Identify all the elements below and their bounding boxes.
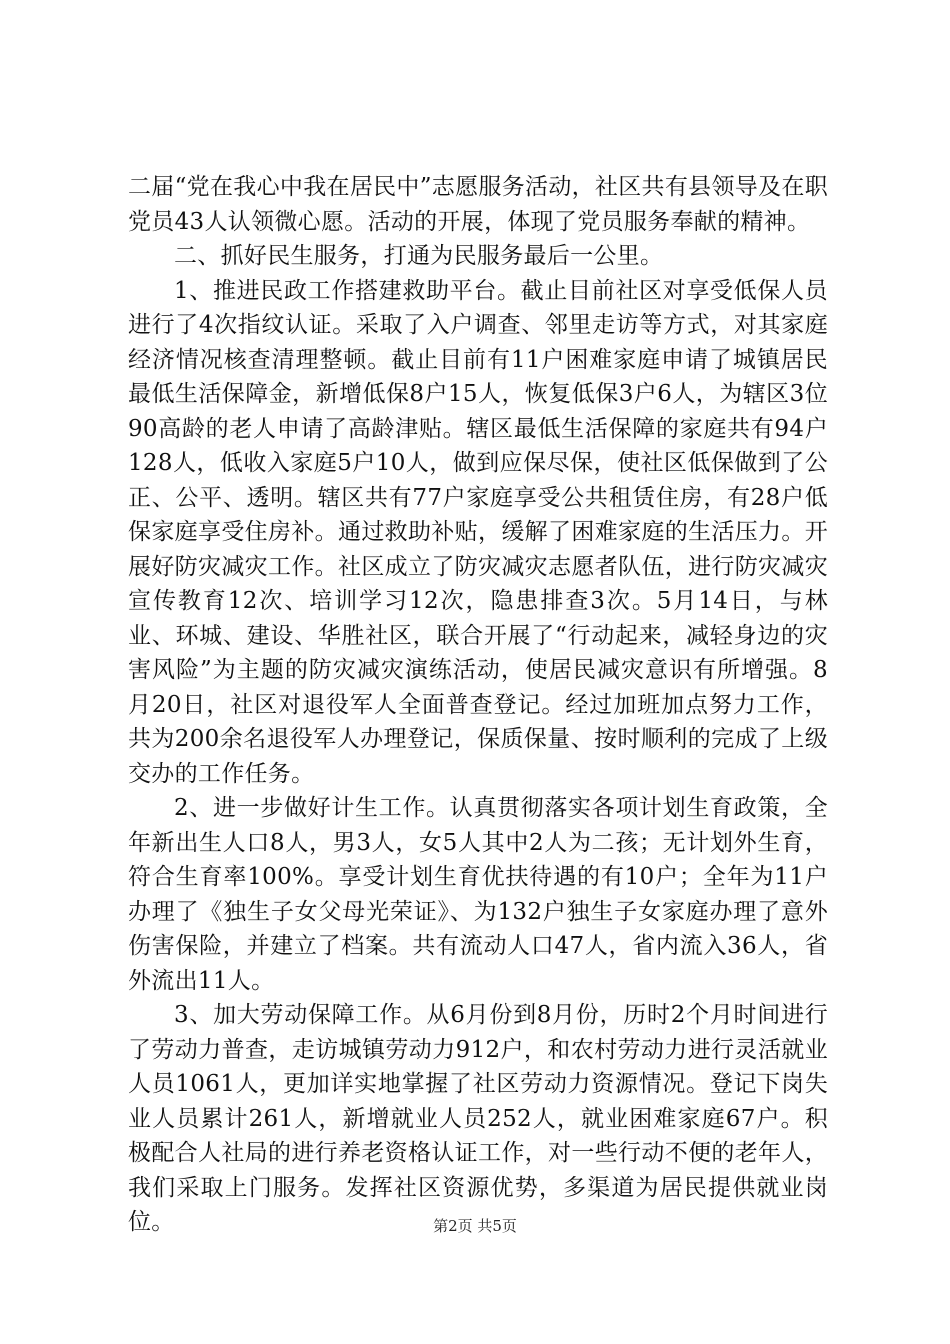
document-body: [128, 170, 828, 1240]
page-number-footer: 第2页 共5页: [433, 1217, 517, 1235]
paragraph-civil-affairs: 1、推进民政工作搭建救助平台。截止目前社区对享受低保人员进行了4次指纹认证。采取了入户调查、邻里走访等方式，对其家庭经济情况核查清理整顿。截止目前有11户困难家庭申请了城镇居民最低生活保障金，新增低保8户15人，恢复低保3户6人，为辖区3位90高龄的老人申请了高龄津贴。辖区最低生活保障的家庭共有94户128人，低收入家庭5户10人，做到应保尽保，使社区低保做到了公正、公平、透明。辖区共有77户家庭享受公共租赁住房，有28户低保家庭享受住房补。通过救助补贴，缓解了困难家庭的生活压力。开展好防灾减灾工作。社区成立了防灾减灾志愿者队伍，进行防灾减灾宣传教育12次、培训学习12次，隐患排查3次。5月14日，与林业、环城、建设、华胜社区，联合开展了“行动起来，减轻身边的灾害风险”为主题的防灾减灾演练活动，使居民减灾意识有所增强。8月20日，社区对退役军人全面普查登记。经过加班加点努力工作，共为200余名退役军人办理登记，保质保量、按时顺利的完成了上级交办的工作任务。: [128, 277, 828, 787]
paragraph-family-planning: 2、进一步做好计生工作。认真贯彻落实各项计划生育政策，全年新出生人口8人，男3人，女5人其中2人为二孩；无计划外生育，符合生育率100%。享受计划生育优扶待遇的有10户；全年为11户办理了《独生子女父母光荣证》、为132户独生子女家庭办理了意外伤害保险，并建立了档案。共有流动人口47人，省内流入36人，省外流出11人。: [128, 795, 828, 994]
paragraph-continuation: 二届“党在我心中我在居民中”志愿服务活动，社区共有县领导及在职党员43人认领微心愿。活动的开展，体现了党员服务奉献的精神。: [128, 174, 828, 235]
paragraph-labor-security: 3、加大劳动保障工作。从6月份到8月份，历时2个月时间进行了劳动力普查，走访城镇劳动力912户，和农村劳动力进行灵活就业人员1061人，更加详实地掌握了社区劳动力资源情况。登记下岗失业人员累计261人，新增就业人员252人，就业困难家庭67户。积极配合人社局的进行养老资格认证工作，对一些行动不便的老年人，我们采取上门服务。发挥社区资源优势，多渠道为居民提供就业岗位。: [128, 1002, 828, 1235]
section-heading: 二、抓好民生服务，打通为民服务最后一公里。: [174, 243, 664, 269]
